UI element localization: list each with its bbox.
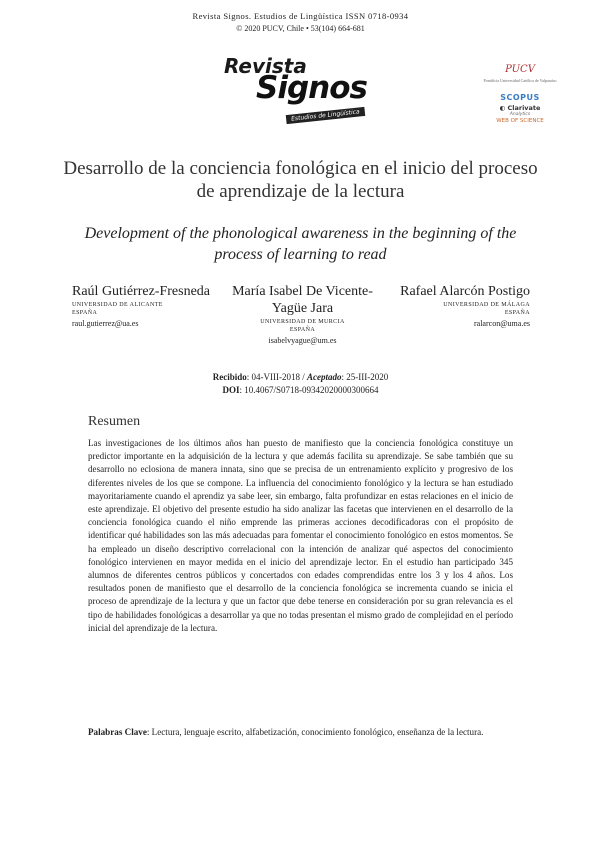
author-1 <box>72 283 247 328</box>
author-affiliation: UNIVERSIDAD DE ALICANTE <box>72 302 163 308</box>
author-country: ESPAÑA <box>504 310 530 316</box>
pucv-logo: PUCV <box>505 64 535 75</box>
indexing-logos <box>470 64 570 124</box>
received-accepted-line <box>0 371 601 384</box>
doi-line <box>0 384 601 397</box>
accepted-date: : 25-III-2020 <box>341 372 389 382</box>
copyright-line: © 2020 PUCV, Chile • 53(104) 664-681 <box>236 24 365 33</box>
date-separator: / <box>302 372 308 382</box>
author-name: María Isabel De Vicente-Yagüe Jara <box>232 284 373 316</box>
doi-value[interactable]: : 10.4067/S0718-09342020000300664 <box>239 385 379 395</box>
web-of-science-logo: WEB OF SCIENCE <box>496 118 544 124</box>
author-country: ESPAÑA <box>72 310 98 316</box>
logo-word-signos: Signos <box>256 70 367 106</box>
author-affiliation: UNIVERSIDAD DE MURCIA <box>260 319 345 325</box>
article-subtitle-english: Development of the phonological awareness in the beginning of the process of learning to read <box>84 225 517 263</box>
clarivate-icon: ◐ <box>499 104 508 112</box>
received-label: Recibido <box>212 372 247 382</box>
doi-label: DOI <box>222 385 240 395</box>
journal-header: Revista Signos. Estudios de Lingüística ISSN 0718-0934 <box>192 11 409 21</box>
author-country: ESPAÑA <box>289 327 316 333</box>
keywords-text: : Lectura, lenguaje escrito, alfabetización, conocimiento fonológico, enseñanza de la lectura. <box>146 727 484 737</box>
abstract-heading: Resumen <box>88 414 141 429</box>
pucv-caption: Pontificia Universidad Católica de Valparaíso <box>483 78 557 83</box>
logo-tagline: Estudios de Lingüística <box>286 107 365 124</box>
scopus-logo: SCOPUS <box>500 93 540 102</box>
accepted-label: Aceptado <box>307 372 342 382</box>
keywords-label: Palabras Clave <box>88 727 147 737</box>
article-title: Desarrollo de la conciencia fonológica en el inicio del proceso de aprendizaje de la lectura <box>63 158 538 202</box>
clarivate-label: Clarivate <box>507 104 541 112</box>
revista-signos-logo <box>216 54 366 134</box>
keywords <box>88 726 513 739</box>
author-email[interactable]: ralarcon@uma.es <box>473 319 530 328</box>
clarivate-logo <box>470 104 570 112</box>
logo-word-revista: Revista <box>224 54 307 78</box>
author-email[interactable]: isabelvyague@um.es <box>268 336 337 345</box>
publication-dates <box>0 371 601 397</box>
author-name: Raúl Gutiérrez-Fresneda <box>72 284 210 299</box>
received-date: : 04-VIII-2018 <box>246 372 300 382</box>
clarivate-caption: Analytics <box>509 112 531 117</box>
author-email[interactable]: raul.gutierrez@ua.es <box>72 319 139 328</box>
author-3 <box>360 283 530 328</box>
abstract-text: Las investigaciones de los últimos años han puesto de manifiesto que la conciencia fonológica constituye un predictor importante en la adquisición de la lectura y que además facilita su aprendizaje. Se sabe también que su desarrollo no eclosiona de manera innata, sino que se precisa de un entrenamiento explícito y progresivo de los diferentes niveles de los que se compone. La influencia del conocimiento fonológico y la lectura se han estudiado mayoritariamente cuando el aprendiz ya sabe leer, sin embargo, falta profundizar en estas relaciones en el inicio de este aprendizaje. El objetivo del presente estudio ha sido analizar las facetas que intervienen en el desarrollo de la conciencia fonológica cuando el niño emprende las primeras acciones decodificadoras con el propósito de identificar qué habilidades son las más adecuadas para fomentar el conocimiento fonológico en estos momentos. Se ha empleado un diseño descriptivo correlacional con la intención de analizar qué aspectos del conocimiento fonológico intervienen en mayor medida en el inicio del aprendizaje lector. En el estudio han participado 345 alumnos de diferentes centros públicos y concertados con edades comprendidas entre los 3 y los 4 años. Los resultados ponen de manifiesto que el desarrollo de la conciencia fonológica se incrementa cuando se inicia el proceso de aprendizaje de la lectura y que un factor que debe tenerse en consideración por su gran relevancia es el tipo de habilidades fonológicas a desarrollar ya que no todas presentan el mismo grado de complejidad en el período inicial del aprendizaje de la lectura. <box>88 438 513 633</box>
author-2 <box>230 283 375 345</box>
author-name: Rafael Alarcón Postigo <box>400 284 530 299</box>
author-affiliation: UNIVERSIDAD DE MÁLAGA <box>443 302 530 308</box>
